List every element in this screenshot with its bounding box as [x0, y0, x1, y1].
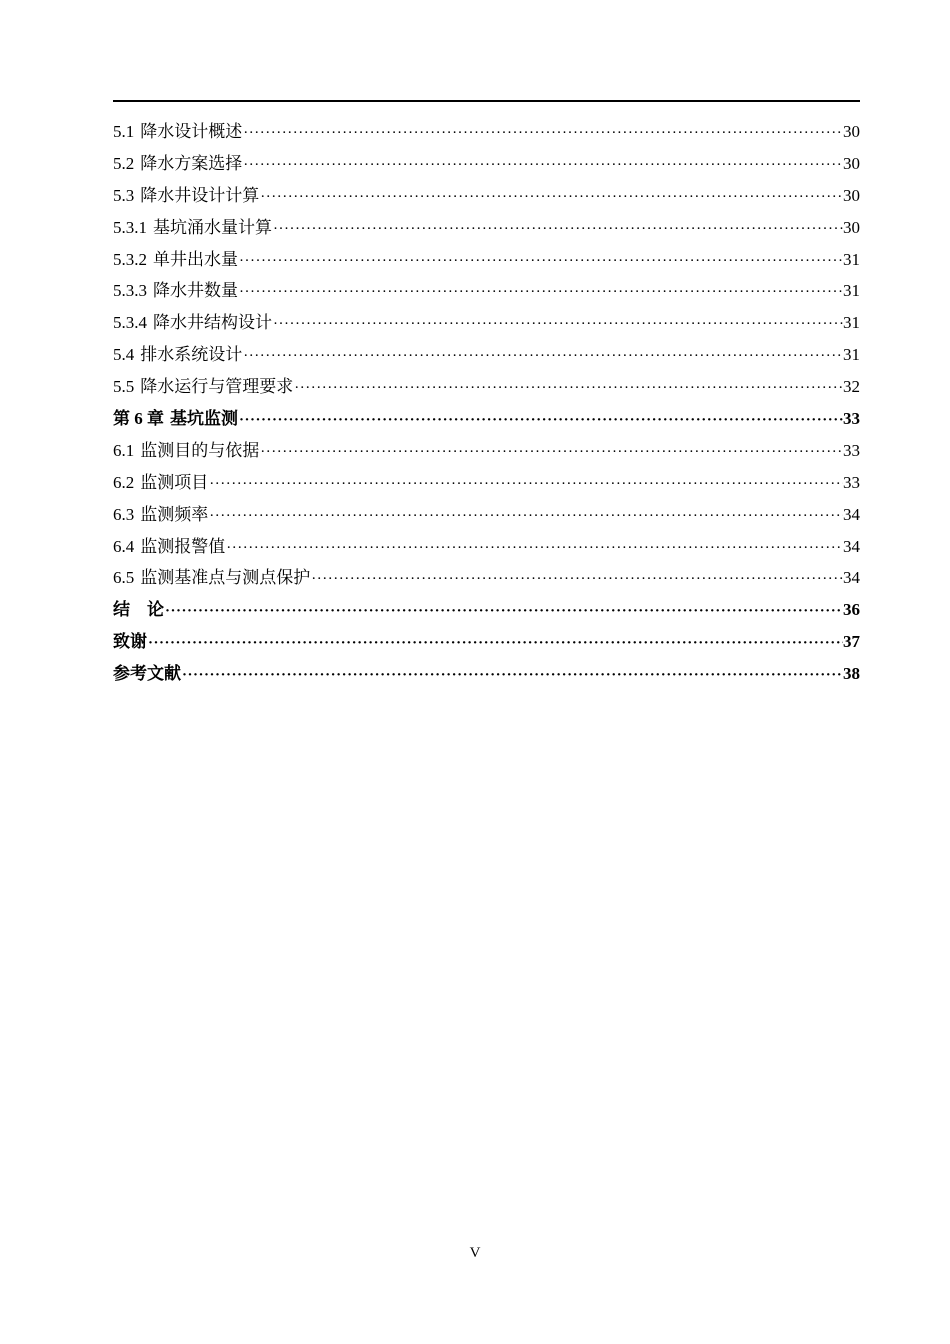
toc-entry-title: 监测频率 [140, 504, 209, 524]
toc-entry-label [113, 594, 164, 626]
toc-entry-page: 32 [843, 377, 860, 397]
toc-entry-title: 降水运行与管理要求 [140, 377, 294, 397]
toc-entry-label [113, 531, 225, 563]
toc-leader-dots [238, 246, 843, 276]
toc-entry-number: 5.3 [113, 185, 135, 205]
toc-entry-label [113, 467, 208, 499]
table-of-contents [113, 116, 860, 690]
toc-leader-dots [259, 182, 843, 212]
toc-entry-title: 降水方案选择 [140, 153, 243, 173]
toc-leader-dots [181, 660, 843, 690]
toc-leader-dots [242, 341, 843, 371]
toc-entry-title: 监测目的与依据 [140, 440, 260, 460]
toc-references-entry[interactable] [113, 658, 860, 690]
toc-entry-label [113, 658, 181, 690]
header-rule [113, 100, 860, 102]
toc-entry-number: 5.4 [113, 345, 135, 365]
toc-leader-dots [225, 533, 843, 563]
toc-chapter-entry[interactable] [113, 403, 860, 435]
toc-leader-dots [259, 437, 843, 467]
toc-entry-page: 30 [843, 153, 860, 173]
toc-entry[interactable] [113, 275, 860, 307]
toc-entry-number: 5.3.1 [113, 217, 147, 237]
toc-entry-label [113, 435, 259, 467]
toc-entry[interactable] [113, 180, 860, 212]
toc-entry-page: 30 [843, 185, 860, 205]
toc-entry[interactable] [113, 467, 860, 499]
toc-entry[interactable] [113, 116, 860, 148]
toc-entry-number: 5.3.4 [113, 313, 147, 333]
toc-entry[interactable] [113, 339, 860, 371]
toc-acknowledgement-entry[interactable] [113, 626, 860, 658]
toc-entry-page: 34 [843, 568, 860, 588]
toc-entry[interactable] [113, 435, 860, 467]
toc-entry-title: 致谢 [113, 632, 147, 652]
toc-entry-label [113, 212, 272, 244]
toc-entry-page: 30 [843, 122, 860, 141]
toc-entry-label [113, 148, 242, 180]
toc-entry-label [113, 244, 238, 276]
toc-entry[interactable] [113, 531, 860, 563]
toc-entry[interactable] [113, 499, 860, 531]
toc-entry-title: 排水系统设计 [140, 345, 243, 365]
toc-entry[interactable] [113, 562, 860, 594]
toc-entry-title: 基坑涌水量计算 [153, 217, 272, 237]
toc-entry-number: 5.1 [113, 122, 135, 141]
toc-conclusion-entry[interactable] [113, 594, 860, 626]
toc-entry-title: 降水井数量 [153, 281, 238, 301]
toc-entry-label [113, 116, 242, 148]
toc-entry-title: 监测项目 [140, 472, 209, 492]
toc-entry-title: 降水设计概述 [140, 122, 243, 141]
toc-entry-label [113, 339, 242, 371]
toc-entry-page: 31 [843, 249, 860, 269]
toc-entry-label [113, 403, 238, 435]
toc-entry-page: 31 [843, 281, 860, 301]
toc-entry-label [113, 180, 259, 212]
toc-entry-label [113, 371, 293, 403]
toc-leader-dots [242, 118, 843, 148]
toc-entry-page: 33 [843, 409, 860, 429]
toc-entry-label [113, 275, 238, 307]
toc-entry-page: 33 [843, 440, 860, 460]
toc-entry[interactable] [113, 371, 860, 403]
toc-entry-page: 33 [843, 472, 860, 492]
toc-leader-dots [164, 596, 843, 626]
toc-leader-dots [208, 469, 843, 499]
toc-entry-page: 36 [843, 600, 860, 620]
toc-entry-page: 31 [843, 345, 860, 365]
toc-leader-dots [310, 564, 843, 594]
toc-entry-number: 5.5 [113, 377, 135, 397]
toc-entry-title: 降水井设计计算 [140, 185, 260, 205]
toc-entry-title: 结 论 [113, 600, 164, 620]
toc-entry-page: 34 [843, 536, 860, 556]
toc-leader-dots [242, 150, 843, 180]
toc-entry-title: 参考文献 [113, 664, 181, 684]
page-number: V [469, 1245, 481, 1261]
toc-entry-page: 37 [843, 632, 860, 652]
toc-leader-dots [272, 214, 843, 244]
toc-entry-label [113, 307, 272, 339]
toc-leader-dots [238, 405, 843, 435]
toc-entry-title: 单井出水量 [153, 249, 238, 269]
toc-leader-dots [147, 628, 843, 658]
toc-entry-number: 6.3 [113, 504, 135, 524]
toc-entry-page: 30 [843, 217, 860, 237]
toc-entry-label [113, 626, 147, 658]
toc-entry-number: 5.3.3 [113, 281, 147, 301]
toc-entry[interactable] [113, 148, 860, 180]
toc-entry-title: 监测报警值 [140, 536, 226, 556]
toc-entry-page: 31 [843, 313, 860, 333]
toc-entry-number: 6.4 [113, 536, 135, 556]
toc-entry-page: 34 [843, 504, 860, 524]
toc-leader-dots [293, 373, 843, 403]
toc-entry-label [113, 562, 310, 594]
toc-entry-title: 监测基准点与测点保护 [140, 568, 311, 588]
toc-entry-number: 第 6 章 [113, 409, 164, 429]
toc-entry-number: 5.3.2 [113, 249, 147, 269]
toc-leader-dots [238, 277, 843, 307]
toc-leader-dots [208, 501, 843, 531]
toc-entry[interactable] [113, 307, 860, 339]
toc-entry-number: 6.5 [113, 568, 135, 588]
toc-leader-dots [272, 309, 843, 339]
toc-entry-title: 基坑监测 [170, 409, 238, 429]
toc-entry-number: 6.1 [113, 440, 135, 460]
toc-entry-number: 5.2 [113, 153, 135, 173]
toc-entry[interactable] [113, 212, 860, 244]
toc-entry-page: 38 [843, 664, 860, 684]
toc-entry[interactable] [113, 244, 860, 276]
toc-entry-number: 6.2 [113, 472, 135, 492]
toc-entry-title: 降水井结构设计 [153, 313, 272, 333]
toc-entry-label [113, 499, 208, 531]
